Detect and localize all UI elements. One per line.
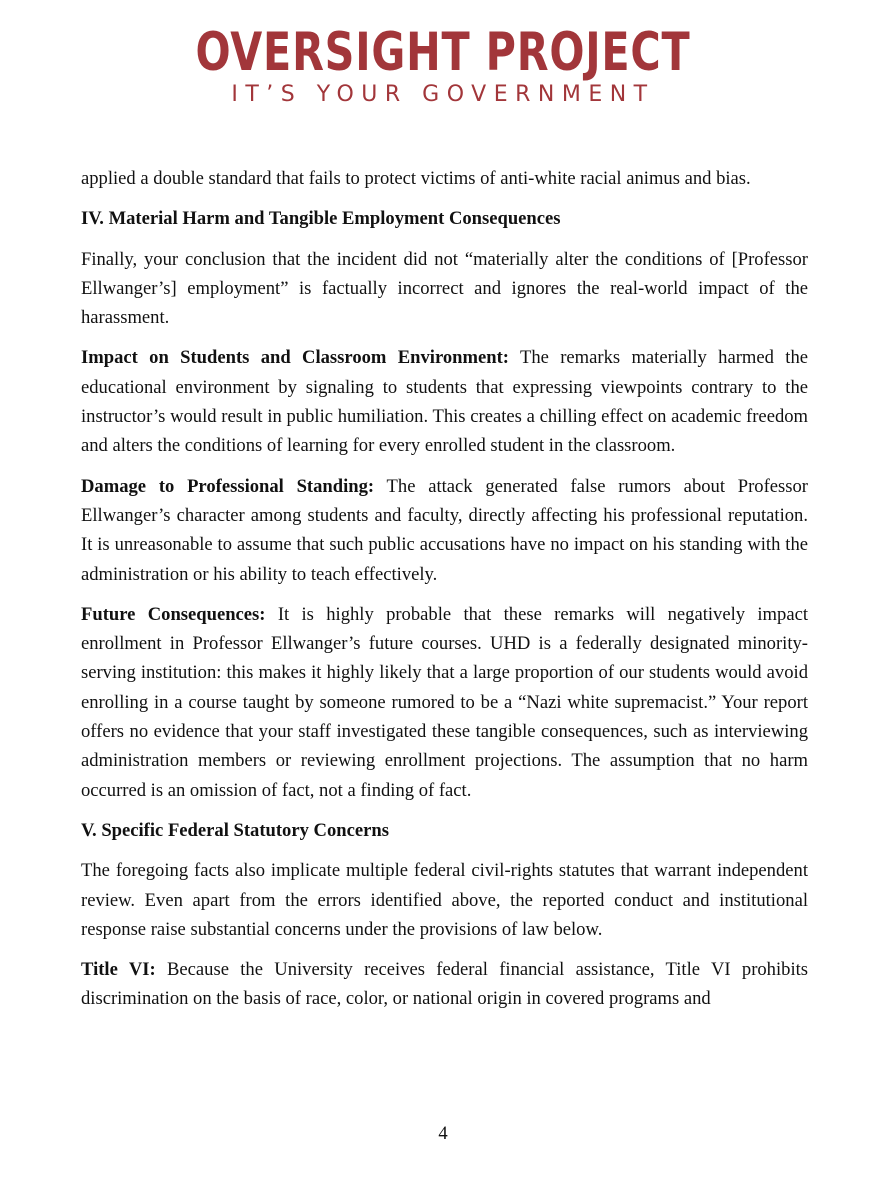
title-vi-text: Because the University receives federal financial assistance, Title VI prohibits discrimination on the basis of race, color, or national origin in covered programs and [81,959,809,1010]
title-vi-paragraph [81,955,808,1014]
page-number: 4 [438,1123,448,1144]
section-v-heading: V. Specific Federal Statutory Concerns [81,819,389,841]
future-lead: Future Consequences: [81,603,266,625]
document-body [81,164,808,1025]
section-iv-paragraph: Finally, your conclusion that the incident did not “materially alter the conditions of [Professor Ellwanger’s] employment” is factually incorrect and ignores the real-world impact of the harassment. [81,248,808,329]
logo-tagline: IT’S YOUR GOVERNMENT [231,82,655,107]
damage-text: The attack generated false rumors about Professor Ellwanger’s character among students and faculty, directly affecting his professional reputation. It is unreasonable to assume that such public accusations have no impact on his standing with the administration or his ability to teach effectively. [81,475,808,585]
intro-paragraph: applied a double standard that fails to protect victims of anti-white racial animus and bias. [81,168,751,189]
damage-lead: Damage to Professional Standing: [81,475,375,497]
future-paragraph [81,600,808,805]
impact-text: The remarks materially harmed the educational environment by signaling to students that expressing viewpoints contrary to the instructor’s would result in public humiliation. This creates a chilling effect on academic freedom and alters the conditions of learning for every enrolled student in the classroom. [81,347,808,457]
future-text: It is highly probable that these remarks will negatively impact enrollment in Professor Ellwanger’s future courses. UHD is a federally designated minority-serving institution: this makes it highly likely that a large proportion of our students would avoid enrolling in a course taught by someone rumored to be a “Nazi white supremacist.” Your report offers no evidence that your staff investigated these tangible consequences, such as interviewing administration members or reviewing enrollment projections. The assumption that no harm occurred is an omission of fact, not a finding of fact. [81,603,808,801]
oversight-project-logo [0,22,886,108]
section-v-paragraph: The foregoing facts also implicate multiple federal civil-rights statutes that warrant independent review. Even apart from the errors identified above, the reported conduct and institutional response raise substantial concerns under the provisions of law below. [81,860,808,940]
logo-title: OVERSIGHT PROJECT [195,22,691,83]
section-iv-heading: IV. Material Harm and Tangible Employment Consequences [81,208,561,230]
impact-paragraph [81,343,808,460]
impact-lead: Impact on Students and Classroom Environment: [81,347,509,369]
damage-paragraph [81,472,808,589]
title-vi-lead: Title VI: [81,959,156,981]
